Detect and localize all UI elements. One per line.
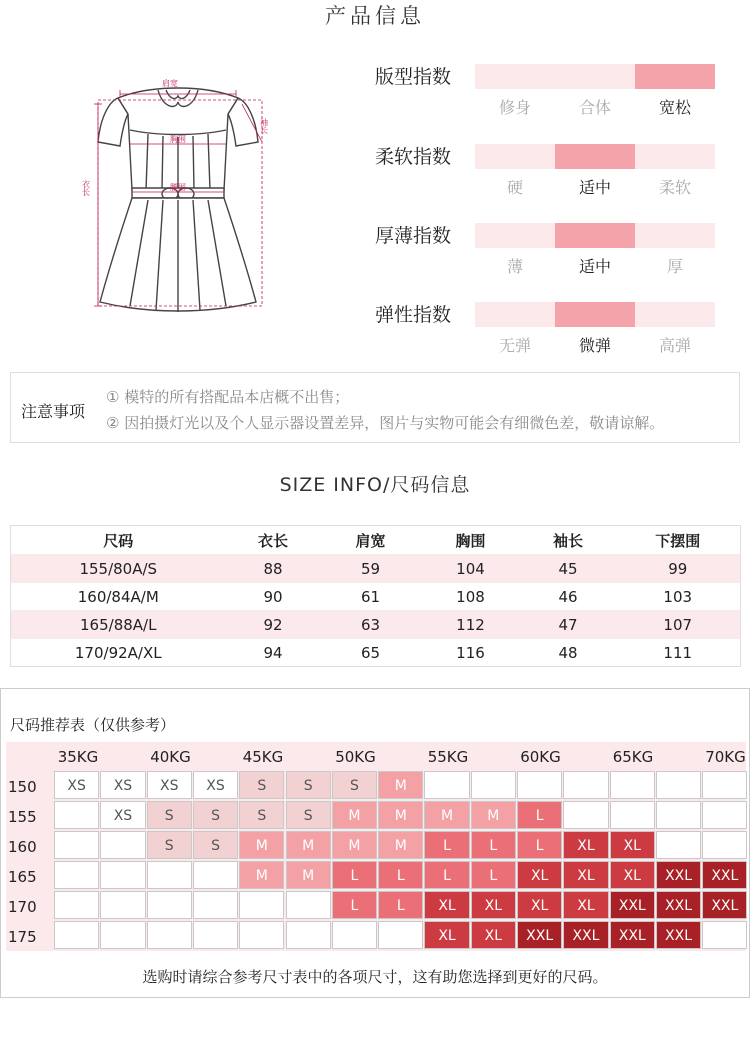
size-table-header: 袖长 <box>552 531 583 550</box>
size-recommend-footer: 选购时请综合参考尺寸表中的各项尺寸，这有助您选择到更好的尺码。 <box>142 968 608 986</box>
size-cell: M <box>471 801 516 829</box>
size-cell: L <box>517 801 562 829</box>
weight-label: 65KG <box>612 748 654 766</box>
size-info-title: SIZE INFO/尺码信息 <box>279 474 471 496</box>
size-cell <box>702 831 747 859</box>
size-cell: XL <box>563 831 608 859</box>
size-cell: XL <box>517 891 562 919</box>
notes-title: 注意事项 <box>21 402 86 421</box>
size-cell <box>193 861 238 889</box>
weight-label: 35KG <box>57 748 99 766</box>
index-bar-segment <box>635 64 715 89</box>
size-cell <box>702 771 747 799</box>
size-cell <box>517 771 562 799</box>
size-cell <box>193 921 238 949</box>
size-cell: M <box>378 801 423 829</box>
size-cell <box>471 771 516 799</box>
size-cell: L <box>471 861 516 889</box>
height-label: 175 <box>8 928 37 946</box>
product-info-title: 产品信息 <box>325 4 425 28</box>
size-table-cell: 108 <box>421 583 521 611</box>
size-table-cell: 116 <box>421 639 521 667</box>
size-cell: M <box>239 861 284 889</box>
size-cell: M <box>239 831 284 859</box>
index-option: 硬 <box>506 178 523 197</box>
size-table-header: 胸围 <box>455 531 486 550</box>
index-bar-segment <box>475 144 555 169</box>
size-cell: XXL <box>656 861 701 889</box>
size-cell <box>193 891 238 919</box>
index-label-3: 弹性指数 <box>375 304 452 326</box>
size-cell: M <box>378 831 423 859</box>
index-option: 适中 <box>578 178 611 197</box>
size-table-cell: 48 <box>521 639 616 667</box>
index-bar-segment <box>475 64 555 89</box>
size-cell: S <box>239 801 284 829</box>
index-option: 合体 <box>578 98 611 117</box>
size-cell <box>54 921 99 949</box>
size-cell: S <box>286 771 331 799</box>
size-table-cell: 170/92A/XL <box>11 639 226 667</box>
size-table-cell: 99 <box>616 555 741 583</box>
size-table-row <box>11 611 741 639</box>
length-label: 衣长 <box>81 180 91 196</box>
size-cell: L <box>332 861 377 889</box>
size-cell <box>332 921 377 949</box>
height-label: 160 <box>8 838 37 856</box>
size-cell: L <box>378 891 423 919</box>
size-table-cell: 104 <box>421 555 521 583</box>
shoulder-label: 肩宽 <box>162 79 178 88</box>
height-label: 170 <box>8 898 37 916</box>
size-cell: L <box>424 861 469 889</box>
index-bar-segment <box>555 144 635 169</box>
size-cell: XXL <box>517 921 562 949</box>
index-option: 柔软 <box>658 178 691 197</box>
size-table-cell: 47 <box>521 611 616 639</box>
size-cell <box>656 831 701 859</box>
index-bar-segment <box>635 302 715 327</box>
size-table-header: 尺码 <box>103 531 134 550</box>
size-cell <box>702 801 747 829</box>
index-option: 微弹 <box>578 336 611 355</box>
size-cell: M <box>286 861 331 889</box>
size-cell <box>286 921 331 949</box>
size-cell: XS <box>147 771 192 799</box>
bust-label: 胸围 <box>170 135 186 144</box>
size-table-cell: 160/84A/M <box>11 583 226 611</box>
size-table-cell: 165/88A/L <box>11 611 226 639</box>
size-cell: XL <box>517 861 562 889</box>
size-cell: XS <box>54 771 99 799</box>
size-cell <box>100 831 145 859</box>
size-cell <box>54 891 99 919</box>
size-cell <box>100 891 145 919</box>
size-cell: L <box>332 891 377 919</box>
size-cell: XL <box>424 891 469 919</box>
size-cell: XS <box>100 801 145 829</box>
index-label-1: 柔软指数 <box>375 146 452 168</box>
size-cell: L <box>378 861 423 889</box>
index-option: 厚 <box>666 257 683 276</box>
size-cell: S <box>147 801 192 829</box>
size-cell: XXL <box>702 891 747 919</box>
size-table-cell: 92 <box>226 611 321 639</box>
size-cell <box>239 891 284 919</box>
size-cell <box>563 801 608 829</box>
size-table-header: 下摆围 <box>655 531 701 550</box>
size-table-cell: 103 <box>616 583 741 611</box>
size-cell: L <box>471 831 516 859</box>
note-line-1: ① 模特的所有搭配品本店概不出售； <box>106 388 350 406</box>
size-cell <box>54 861 99 889</box>
index-label-0: 版型指数 <box>375 66 452 88</box>
size-cell: S <box>193 831 238 859</box>
size-table-row <box>11 639 741 667</box>
size-cell: XL <box>563 891 608 919</box>
size-cell <box>702 921 747 949</box>
size-cell <box>239 921 284 949</box>
size-cell <box>610 801 655 829</box>
height-label: 165 <box>8 868 37 886</box>
size-cell <box>424 771 469 799</box>
index-bar-segment <box>555 302 635 327</box>
size-cell: XXL <box>702 861 747 889</box>
size-cell <box>610 771 655 799</box>
size-cell: L <box>424 831 469 859</box>
size-table-cell: 88 <box>226 555 321 583</box>
size-cell: XXL <box>656 891 701 919</box>
size-table-cell: 46 <box>521 583 616 611</box>
size-table-cell: 63 <box>321 611 421 639</box>
dress-measurement-diagram <box>78 70 278 320</box>
size-cell: XS <box>100 771 145 799</box>
weight-label: 50KG <box>335 748 376 766</box>
index-option: 适中 <box>578 257 611 276</box>
size-cell: S <box>239 771 284 799</box>
waist-label: 腰围 <box>170 183 186 192</box>
size-cell <box>378 921 423 949</box>
size-cell: XXL <box>563 921 608 949</box>
size-table-header: 衣长 <box>257 531 288 550</box>
size-cell <box>100 921 145 949</box>
size-table-cell: 59 <box>321 555 421 583</box>
size-cell: XXL <box>656 921 701 949</box>
size-table-cell: 112 <box>421 611 521 639</box>
sleeve-label: 袖长 <box>259 118 269 134</box>
height-label: 150 <box>8 778 37 796</box>
size-table <box>10 525 741 667</box>
index-bar-segment <box>635 223 715 248</box>
index-bar-segment <box>555 64 635 89</box>
index-bar-segment <box>635 144 715 169</box>
index-label-2: 厚薄指数 <box>375 225 452 247</box>
size-table-cell: 65 <box>321 639 421 667</box>
size-cell: M <box>332 831 377 859</box>
size-cell: S <box>193 801 238 829</box>
size-table-cell: 107 <box>616 611 741 639</box>
size-cell: S <box>332 771 377 799</box>
size-table-row <box>11 555 741 583</box>
size-table-cell: 155/80A/S <box>11 555 226 583</box>
weight-label: 55KG <box>427 748 469 766</box>
size-table-header: 肩宽 <box>355 531 386 550</box>
index-option: 宽松 <box>658 98 691 117</box>
size-table-cell: 45 <box>521 555 616 583</box>
size-cell: S <box>286 801 331 829</box>
size-cell: L <box>517 831 562 859</box>
index-option: 高弹 <box>658 336 691 355</box>
size-table-cell: 94 <box>226 639 321 667</box>
size-cell: S <box>147 831 192 859</box>
height-label: 155 <box>8 808 37 826</box>
size-cell <box>54 801 99 829</box>
size-cell: M <box>286 831 331 859</box>
size-cell: XL <box>563 861 608 889</box>
size-cell <box>147 891 192 919</box>
size-cell <box>656 771 701 799</box>
notes-box <box>10 372 740 443</box>
size-cell: XL <box>471 921 516 949</box>
size-cell: XXL <box>610 891 655 919</box>
weight-label: 40KG <box>150 748 191 766</box>
size-cell <box>147 861 192 889</box>
size-cell: XL <box>610 831 655 859</box>
size-cell: M <box>332 801 377 829</box>
size-cell <box>147 921 192 949</box>
size-cell <box>656 801 701 829</box>
size-table-cell: 61 <box>321 583 421 611</box>
size-recommend-title: 尺码推荐表（仅供参考） <box>10 716 176 734</box>
size-cell <box>563 771 608 799</box>
size-cell: XL <box>610 861 655 889</box>
weight-label: 45KG <box>242 748 284 766</box>
size-cell <box>54 831 99 859</box>
size-cell <box>100 861 145 889</box>
index-option: 无弹 <box>498 336 531 355</box>
index-bar-segment <box>555 223 635 248</box>
size-cell: M <box>378 771 423 799</box>
index-option: 薄 <box>506 257 523 276</box>
size-cell: XL <box>471 891 516 919</box>
size-cell <box>286 891 331 919</box>
size-cell: XS <box>193 771 238 799</box>
note-line-2: ② 因拍摄灯光以及个人显示器设置差异，图片与实物可能会有细微色差，敬请谅解。 <box>106 414 665 432</box>
size-cell: XL <box>424 921 469 949</box>
index-option: 修身 <box>498 98 531 117</box>
size-cell: M <box>424 801 469 829</box>
weight-label: 60KG <box>520 748 561 766</box>
size-cell: XXL <box>610 921 655 949</box>
size-table-row <box>11 583 741 611</box>
size-table-cell: 111 <box>616 639 741 667</box>
index-bar-segment <box>475 223 555 248</box>
size-table-cell: 90 <box>226 583 321 611</box>
weight-label: 70KG <box>705 748 746 766</box>
index-bar-segment <box>475 302 555 327</box>
